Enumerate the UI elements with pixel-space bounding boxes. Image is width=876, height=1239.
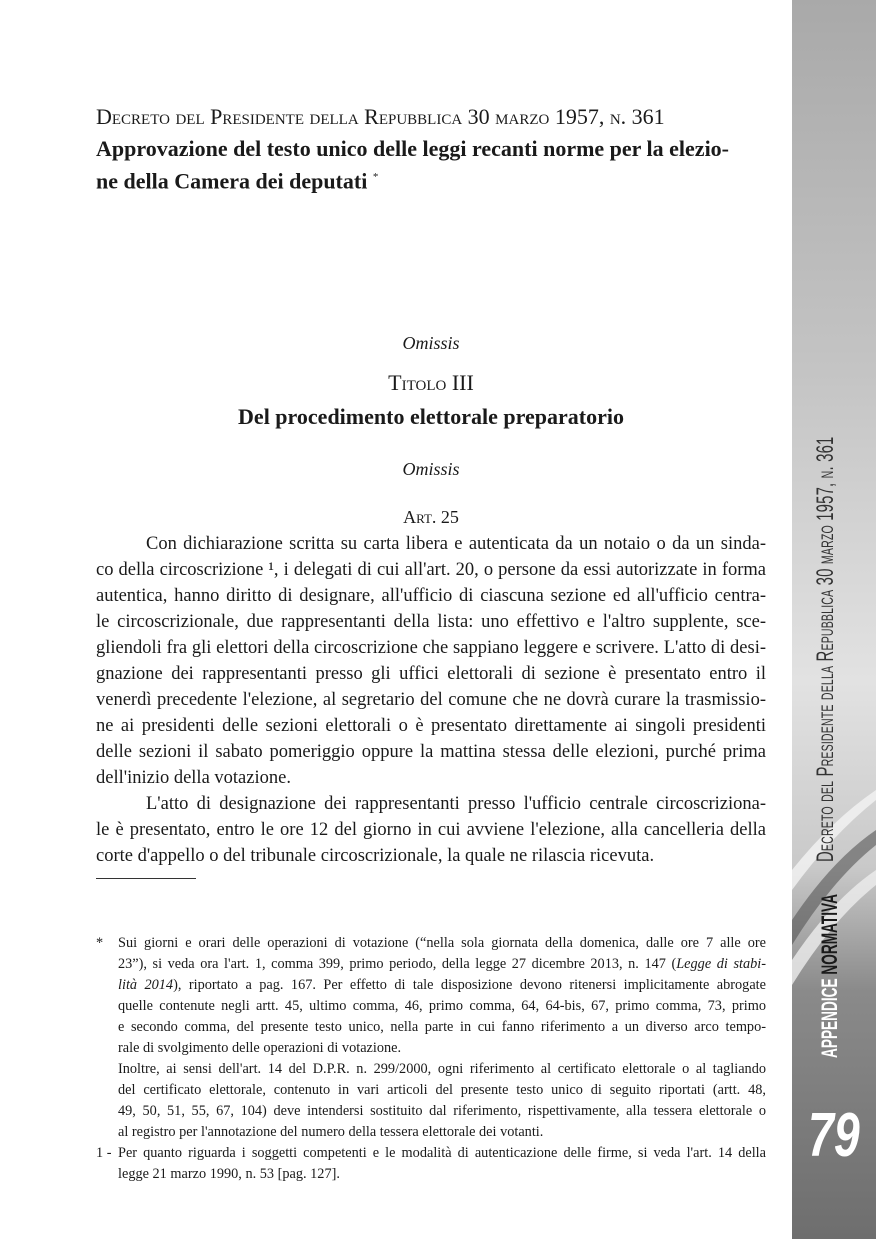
footnote-mark: * — [96, 935, 104, 951]
footnote-line: Per quanto riguarda i soggetti competenti e le modalità di autenticazione delle firme, si veda l'art. 14 della — [118, 1145, 766, 1161]
text-line: ne ai presidenti delle sezioni elettorali o è presentato direttamente ai singoli presidenti — [96, 716, 766, 736]
footnote-line: del certificato elettorale, contenuto in vari articoli del presente testo unico di seguito riportati (artt. 48, — [118, 1082, 766, 1098]
footnote — [96, 933, 766, 1143]
decree-heading: Decreto del Presidente della Repubblica 30 marzo 1957, n. 361 — [96, 104, 665, 129]
text-line: venerdì precedente l'elezione, al segretario del comune che ne dovrà curare la trasmissio- — [96, 690, 766, 710]
footnote-line: legge 21 marzo 1990, n. 53 [pag. 127]. — [118, 1166, 340, 1182]
text-line: dell'inizio della votazione. — [96, 768, 291, 788]
text-line: co della circoscrizione ¹, i delegati di cui all'art. 20, o persone da essi autorizzate in forma — [96, 560, 766, 580]
omissis: Omissis — [402, 459, 460, 479]
footnote-line: al registro per l'annotazione del numero della tessera elettorale dei votanti. — [118, 1124, 544, 1140]
footnote — [96, 1143, 766, 1185]
text-line: delle sezioni il sabato pomeriggio oppure la mattina stessa delle elezioni, purché prima — [96, 742, 766, 762]
text-line: corte d'appello o del tribunale circoscrizionale, la quale ne rilascia ricevuta. — [96, 846, 655, 866]
decree-title: Approvazione del testo unico delle leggi recanti norme per la elezio- ne della Camera dei deputati * — [96, 136, 730, 194]
footnote-line: quelle contenute negli artt. 45, ultimo comma, 46, primo comma, 64, 64-bis, 67, primo comma, 73, primo — [118, 998, 766, 1014]
footnote-line: lità 2014), riportato a pag. 167. Per effetto di tale disposizione devono ritenersi implicitamente abrogate — [118, 977, 766, 993]
text-line: le è presentato, entro le ore 12 del giorno in cui avviene l'elezione, alla cancelleria della — [96, 820, 766, 840]
text-line: autentica, hanno diritto di designare, all'ufficio di ciascuna sezione ed all'ufficio centra- — [96, 586, 766, 606]
article-body — [96, 531, 766, 869]
footnote-line: 49, 50, 51, 55, 67, 104) deve intendersi sostituito dal riferimento, rispettivamente, alla tessera elettorale o — [118, 1103, 766, 1119]
footnote-rule — [96, 878, 196, 879]
article-heading: Art. 25 — [403, 507, 459, 527]
text-line: L'atto di designazione dei rappresentanti presso l'ufficio centrale circoscriziona- — [146, 794, 766, 814]
titolo-heading: Titolo III — [388, 370, 474, 395]
text-line: gliendoli fra gli elettori della circoscrizione che sappiano leggere e scrivere. L'atto di desi- — [96, 638, 766, 658]
titolo-subtitle: Del procedimento elettorale preparatorio — [238, 404, 624, 429]
footnote-line: Sui giorni e orari delle operazioni di votazione (“nella sola giornata della domenica, dalle ore 7 alle ore — [118, 935, 766, 951]
page-number: 79 — [808, 1101, 860, 1170]
section-label: APPENDICE NORMATIVA — [817, 894, 842, 1058]
omissis: Omissis — [402, 333, 460, 353]
footnote-line: rale di svolgimento delle operazioni di votazione. — [118, 1040, 402, 1056]
footnotes — [96, 933, 766, 1185]
paragraph — [96, 531, 766, 791]
paragraph — [96, 791, 766, 869]
footnote-line: Inoltre, ai sensi dell'art. 14 del D.P.R. n. 299/2000, ogni riferimento al certificato elettorale o al tagliando — [118, 1061, 766, 1077]
footnote-line: e secondo comma, del presente testo unico, nella parte in cui fanno riferimento a un diverso arco tempo- — [118, 1019, 766, 1035]
text-line: gnazione dei rappresentanti presso gli uffici elettorali di sezione è presentato entro il — [96, 664, 766, 684]
text-line: le circoscrizionale, due rappresentanti della lista: uno effettivo e l'altro supplente, sce- — [96, 612, 766, 632]
footnote-mark: 1 - — [96, 1145, 112, 1161]
footnote-line: 23”), si veda ora l'art. 1, comma 399, primo periodo, della legge 27 dicembre 2013, n. 147 (Legge di stabi- — [118, 956, 767, 972]
text-line: Con dichiarazione scritta su carta libera e autenticata da un notaio o da un sinda- — [146, 534, 766, 554]
running-title: Decreto del Presidente della Repubblica 30 marzo 1957, n. 361 — [812, 436, 839, 862]
